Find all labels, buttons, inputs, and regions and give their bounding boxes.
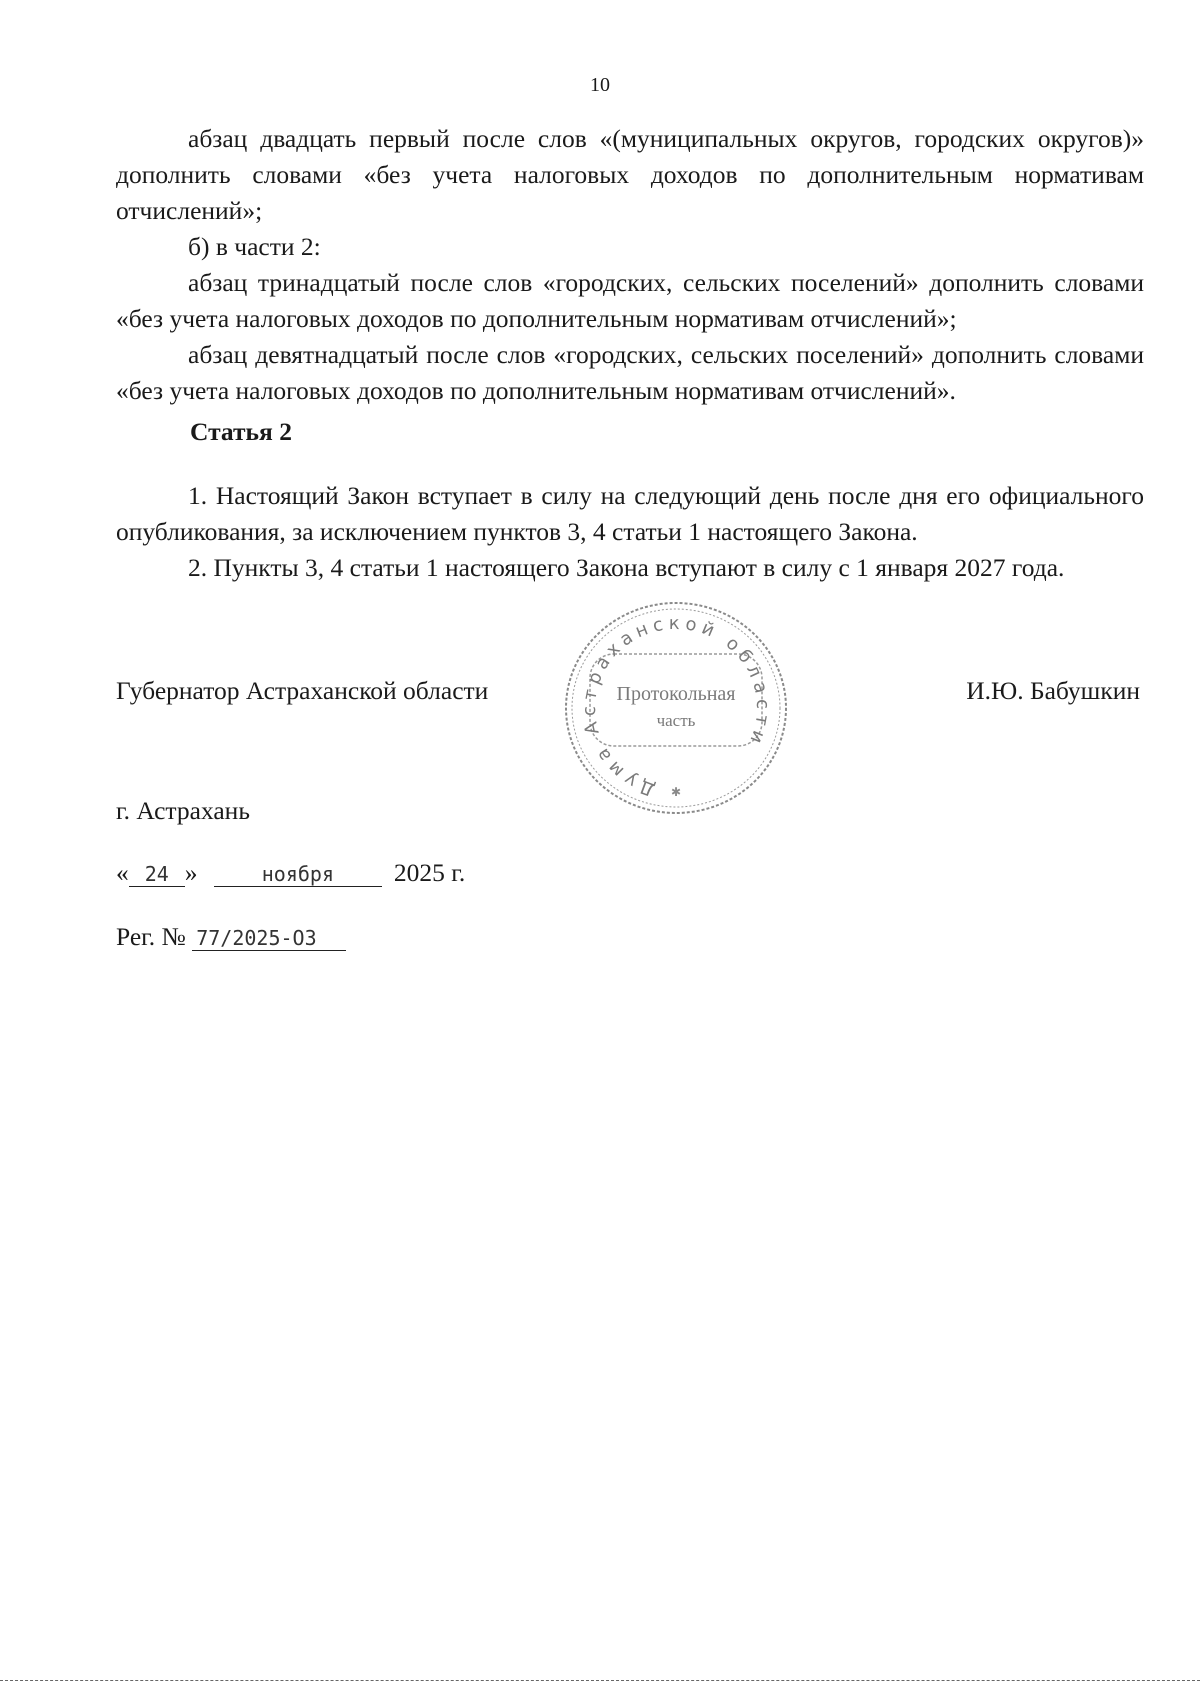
amendment-paragraph: абзац двадцать первый после слов «(муниципальных округов, городских округов)» дополнить словами «без учета налоговых доходов по дополнительным нормативам отчислений»; — [116, 124, 1144, 225]
article-paragraph: 2. Пункты 3, 4 статьи 1 настоящего Закона вступают в силу с 1 января 2027 года. — [188, 553, 1065, 582]
stamp-ring-text: Дума Астраханской области — [579, 612, 774, 801]
place-of-signing: г. Астрахань — [116, 796, 250, 825]
date-month: ноября — [214, 862, 382, 887]
signature-role: Губернатор Астраханской области — [116, 676, 489, 705]
bottom-rule — [0, 1680, 1200, 1681]
stamp-center-line1: Протокольная — [616, 683, 736, 705]
official-stamp — [560, 594, 792, 818]
date-close-quote: » — [184, 858, 198, 887]
page-number: 10 — [590, 74, 610, 96]
date-open-quote: « — [116, 858, 129, 887]
article-heading: Статья 2 — [190, 417, 292, 446]
amendment-paragraph: б) в части 2: — [188, 232, 321, 261]
stamp-center-line2: часть — [656, 711, 696, 730]
date-year: 2025 г. — [393, 858, 466, 887]
signing-date — [116, 858, 465, 888]
article-text — [116, 478, 1144, 586]
date-day: 24 — [129, 862, 185, 887]
amendment-paragraph: абзац тринадцатый после слов «городских, сельских поселений» дополнить словами «без учета налоговых доходов по дополнительным нормативам отчислений»; — [116, 268, 1144, 333]
amendment-paragraph: абзац девятнадцатый после слов «городских, сельских поселений» дополнить словами «без учета налоговых доходов по дополнительным нормативам отчислений». — [116, 340, 1144, 405]
registration-label: Рег. № — [116, 922, 186, 951]
amendments-text — [116, 121, 1144, 409]
stamp-star-icon: ✱ — [670, 785, 682, 799]
article-paragraph: 1. Настоящий Закон вступает в силу на следующий день после дня его официального опубликования, за исключением пунктов 3, 4 статьи 1 настоящего Закона. — [116, 481, 1144, 546]
svg-text:Дума Астраханской области — [579, 613, 773, 800]
registration-line — [116, 922, 346, 952]
registration-number: 77/2025-ОЗ — [192, 926, 346, 951]
signature-name: И.Ю. Бабушкин — [966, 676, 1140, 705]
